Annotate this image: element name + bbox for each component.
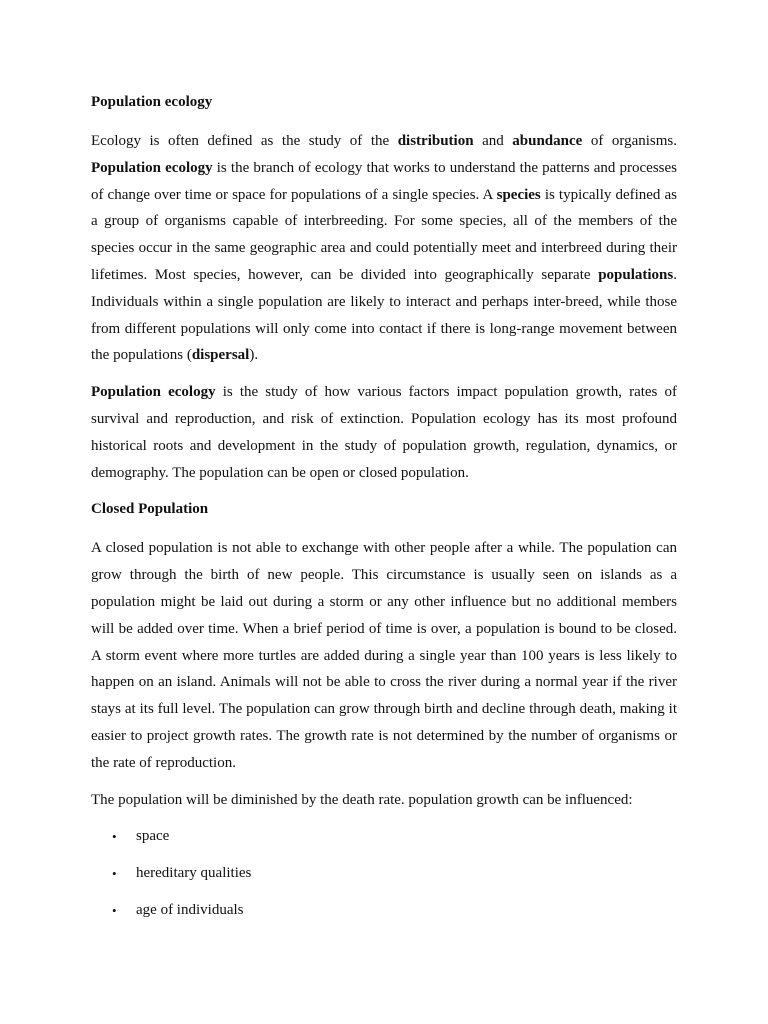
- text-run: is the study of how various factors impact population growth, rates of survival and reproduction, and risk of extinction. Population ecology has its most profound historical roots and development in the study of population growth, regulation, dynamics, or demography. The population can be open or closed population.: [91, 384, 677, 481]
- text-run: The population will be diminished by the death rate. population growth can be influenced:: [91, 791, 633, 808]
- list-item-text: age of individuals: [136, 902, 244, 919]
- text-run: A closed population is not able to exchange with other people after a while. The population can grow through the birth of new people. This circumstance is usually seen on islands as a population might be laid out during a storm or any other influence but no additional members will be added over time. When a brief period of time is over, a population is bound to be closed. A storm event where more turtles are added during a single year than 100 years is less likely to happen on an island. Animals will not be able to cross the river during a normal year if the river stays at its full level. The population can grow through birth and decline through death, making it easier to project growth rates. The growth rate is not determined by the number of organisms or the rate of reproduction.: [91, 540, 677, 771]
- text-run: of organisms.: [582, 133, 677, 149]
- text-run-bold: Population ecology: [91, 384, 216, 401]
- section-heading: Population ecology: [91, 94, 213, 110]
- text-run-bold: distribution: [397, 133, 474, 149]
- list-item: [91, 897, 677, 924]
- paragraph: [91, 379, 677, 486]
- text-run: Ecology is often defined as the study of the: [91, 133, 398, 149]
- document-page: [91, 89, 677, 934]
- text-run: is the branch of ecology that works to understand the patterns and processes of change over time or space for populations of a single species. A: [91, 159, 677, 203]
- section-population-ecology: [91, 89, 677, 486]
- paragraph: [91, 535, 677, 776]
- paragraph: [91, 787, 677, 814]
- text-run-bold: species: [496, 186, 541, 203]
- paragraph: [91, 128, 677, 369]
- text-run: . Individuals within a single population are likely to interact and perhaps inter-breed, while those from different populations will only come into contact if there is long-range movement between the populations (: [91, 266, 677, 364]
- text-run: is typically defined as a group of organisms capable of interbreeding. For some species, all of the members of the species occur in the same geographic area and could potentially meet and interbreed during their lifetimes. Most species, however, can be divided into geographically separate: [91, 186, 677, 283]
- text-run-bold: Population ecology: [91, 159, 213, 176]
- text-run: ).: [249, 347, 259, 364]
- list-item: [91, 823, 677, 850]
- text-run-bold: dispersal: [191, 347, 250, 364]
- list-item: [91, 860, 677, 887]
- list-item-text: space: [136, 828, 170, 845]
- text-run-bold: populations: [598, 266, 674, 283]
- bullet-icon: •: [112, 829, 117, 845]
- section-heading: Closed Population: [91, 501, 209, 518]
- text-run: and: [473, 133, 513, 149]
- section-closed-population: [91, 496, 677, 924]
- bullet-icon: •: [112, 866, 117, 882]
- text-run-bold: abundance: [512, 133, 583, 149]
- bullet-icon: •: [112, 903, 117, 919]
- bullet-list: [91, 823, 677, 924]
- list-item-text: hereditary qualities: [136, 865, 252, 882]
